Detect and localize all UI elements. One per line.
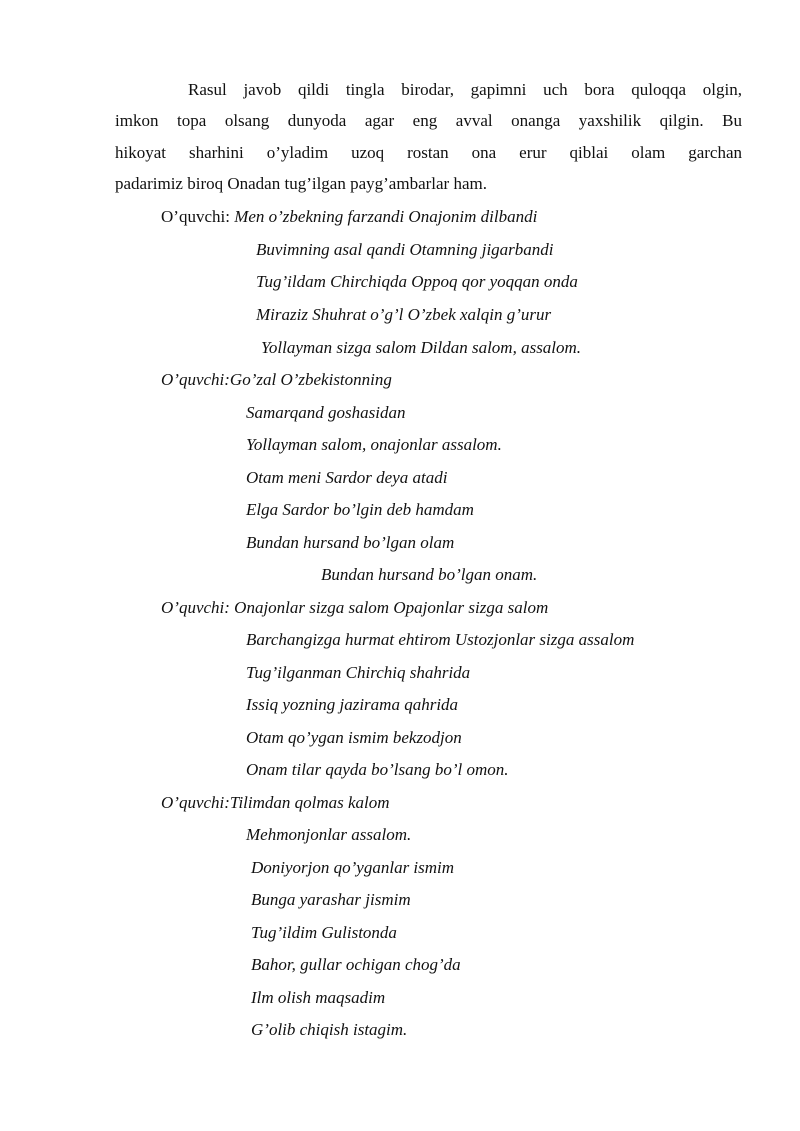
verse-line <box>161 370 392 390</box>
verse-line: Tug’ildim Gulistonda <box>251 923 397 942</box>
verse-line: Bunga yarashar jismim <box>251 890 411 909</box>
verse-line: Miraziz Shuhrat o’g’l O’zbek xalqin g’urur <box>256 305 552 324</box>
verse-line: Bundan hursand bo’lgan olam <box>246 533 455 552</box>
verse-line <box>161 598 548 618</box>
speaker-label: O’quvchi: <box>161 207 230 226</box>
verse-line: Ilm olish maqsadim <box>251 988 386 1007</box>
speaker-label: O’quvchi: <box>161 793 230 812</box>
verse-line <box>161 793 390 813</box>
speaker-label: O’quvchi: <box>161 598 230 617</box>
paragraph-line: padarimiz biroq Onadan tug’ilgan payg’ambarlar ham. <box>115 173 487 193</box>
paragraph-line: Rasul javob qildi tingla birodar, gapimni uch bora quloqqa olgin, <box>188 80 742 99</box>
paragraph-line: imkon topa olsang dunyoda agar eng avval onanga yaxshilik qilgin. Bu <box>115 111 742 131</box>
verse-text: Men o’zbekning farzandi Onajonim dilbandi <box>234 207 538 226</box>
verse-line: Samarqand goshasidan <box>246 403 406 422</box>
verse-line <box>161 207 537 227</box>
verse-line: Onam tilar qayda bo’lsang bo’l omon. <box>246 760 509 779</box>
verse-line: Tug’ilganman Chirchiq shahrida <box>246 663 471 682</box>
verse-line: Barchangizga hurmat ehtirom Ustozjonlar sizga assalom <box>246 630 635 649</box>
verse-line: Bahor, gullar ochigan chog’da <box>251 955 461 974</box>
verse-line: Doniyorjon qo’yganlar ismim <box>251 858 455 877</box>
verse-line: Yollayman sizga salom Dildan salom, assalom. <box>261 338 582 357</box>
verse-line: G’olib chiqish istagim. <box>251 1020 408 1039</box>
verse-line: Otam qo’ygan ismim bekzodjon <box>246 728 462 747</box>
verse-text: Go’zal O’zbekistonning <box>229 370 392 389</box>
verse-line: Elga Sardor bo’lgin deb hamdam <box>246 500 474 519</box>
verse-line: Bundan hursand bo’lgan onam. <box>321 565 538 584</box>
verse-line: Tug’ildam Chirchiqda Oppoq qor yoqqan onda <box>256 272 578 291</box>
intro-paragraph <box>115 74 742 199</box>
verse-line: Mehmonjonlar assalom. <box>246 825 412 844</box>
verse-text: Onajonlar sizga salom Opajonlar sizga salom <box>234 598 549 617</box>
verse-line: Buvimning asal qandi Otamning jigarbandi <box>256 240 554 259</box>
paragraph-line: hikoyat sharhini o’yladim uzoq rostan ona erur qiblai olam garchan <box>115 142 742 162</box>
verse-text: Tilimdan qolmas kalom <box>229 793 390 812</box>
verse-line: Issiq yozning jazirama qahrida <box>246 695 459 714</box>
verse-line: Yollayman salom, onajonlar assalom. <box>246 435 502 454</box>
verse-line: Otam meni Sardor deya atadi <box>246 468 448 487</box>
speaker-label: O’quvchi: <box>161 370 230 389</box>
